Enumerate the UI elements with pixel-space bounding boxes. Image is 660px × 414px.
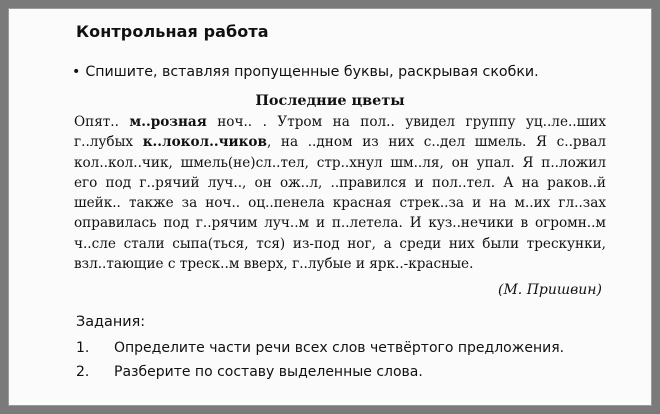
text-line [74,132,606,152]
instruction-text: Спишите, вставляя пропущенные буквы, раскрывая скобки. [85,64,539,80]
task-item [76,364,423,380]
text-segment: кол..кол..чик, шмель(не)сл..тел, стр..хнул шм..ля, он упал. Я п..ложил [74,154,606,171]
task-number: 2. [76,364,90,380]
text-author: (М. Пришвин) [498,282,602,298]
text-line [74,213,606,233]
text-segment: г..лубых [74,134,143,151]
tasks-title: Задания: [76,314,146,330]
instruction-line [72,64,539,80]
text-segment: шейк.. также за ноч.. оц..пенела красная стрек..за и на м..их гл..зах [74,195,606,212]
worksheet-page [8,8,652,406]
task-text: Разберите по составу выделенные слова. [114,364,423,380]
text-segment: его под г..рячий луч.., он ож..л, ..правился и пол..тел. А на раков..й [74,174,606,191]
text-segment: , на ..дном из них с..дел шмель. Я с..рвал [266,134,606,151]
highlighted-word: м..розная [129,114,207,130]
text-line [74,112,606,132]
text-line [74,234,606,254]
page-title: Контрольная работа [76,22,269,41]
text-segment: ноч.. . Утром на пол.. увидел группу уц..ле..ших [206,114,606,130]
text-segment: оправилась под г..рячим луч..м и п..летела. И куз..нечики в огромн..м [74,215,606,232]
task-item [76,340,564,356]
text-line [74,254,606,274]
task-number: 1. [76,340,90,356]
text-segment: Опят.. [74,114,130,130]
text-line [74,173,606,193]
text-line [74,153,606,173]
text-line [74,193,606,213]
text-segment: ч..сле стали сыпа(ться, тся) из-под ног, а среди них были трескунки, [74,235,606,252]
task-text: Определите части речи всех слов четвёртого предложения. [114,340,565,356]
dictation-text [74,112,606,274]
highlighted-word: к..локол..чиков [142,134,267,151]
text-segment: взл..тающие с треск..м вверх, г..лубые и ярк..-красные. [74,256,474,273]
bullet-icon: • [72,64,81,80]
text-title: Последние цветы [255,92,405,109]
